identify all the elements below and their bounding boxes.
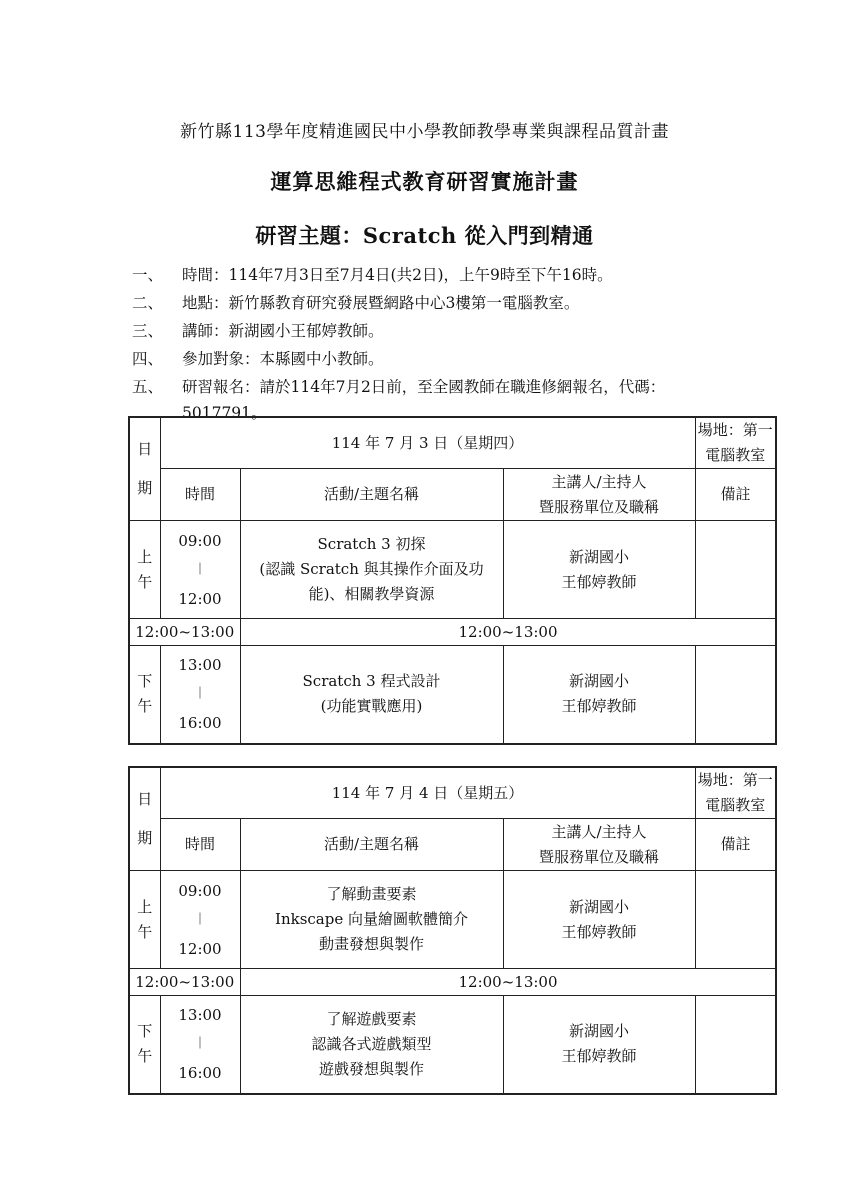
morning-speaker xyxy=(503,521,695,619)
speaker-line: 王郁婷教師 xyxy=(561,922,637,941)
remark-header: 備註 xyxy=(695,469,776,521)
remark-header: 備註 xyxy=(695,819,776,871)
morning-char: 上 xyxy=(137,897,153,916)
lunch-time: 12:00~13:00 xyxy=(129,969,240,996)
afternoon-speaker xyxy=(503,996,695,1094)
morning-label xyxy=(129,871,160,969)
morning-remark xyxy=(695,521,776,619)
activity-line: (認識 Scratch 與其操作介面及功 xyxy=(259,560,484,578)
afternoon-char: 下 xyxy=(137,1022,153,1041)
item-number: 一、 xyxy=(132,266,164,284)
speaker-line: 新湖國小 xyxy=(568,672,629,691)
activity-line: 了解遊戲要素 xyxy=(326,1009,417,1028)
time-separator: ︱ xyxy=(193,911,207,928)
time-separator: ︱ xyxy=(193,686,207,703)
time-header: 時間 xyxy=(160,469,240,521)
afternoon-char: 下 xyxy=(137,672,153,691)
morning-label xyxy=(129,521,160,619)
speaker-header-line: 暨服務單位及職稱 xyxy=(538,497,659,516)
speaker-line: 王郁婷教師 xyxy=(561,1047,637,1066)
date-column-label xyxy=(129,767,160,871)
speaker-line: 新湖國小 xyxy=(568,897,629,916)
speaker-line: 新湖國小 xyxy=(568,547,629,566)
venue: 場地：第一電腦教室 xyxy=(695,417,776,469)
speaker-line: 新湖國小 xyxy=(568,1022,629,1041)
morning-char: 上 xyxy=(137,547,153,566)
time-header: 時間 xyxy=(160,819,240,871)
item-number: 五、 xyxy=(132,378,164,396)
speaker-header-line: 暨服務單位及職稱 xyxy=(538,847,659,866)
lunch-break: 12:00~13:00 xyxy=(240,969,776,996)
activity-line: 認識各式遊戲類型 xyxy=(311,1034,432,1053)
morning-time xyxy=(160,521,240,619)
activity-line: 遊戲發想與製作 xyxy=(318,1059,424,1078)
program-title: 運算思維程式教育研習實施計畫 xyxy=(270,169,579,194)
afternoon-label xyxy=(129,996,160,1094)
morning-activity xyxy=(240,871,503,969)
activity-line: Scratch 3 初探 xyxy=(317,535,426,553)
info-list xyxy=(132,262,732,426)
activity-line: Inkscape 向量繪圖軟體簡介 xyxy=(275,910,468,928)
speaker-header-line: 主講人/主持人 xyxy=(551,822,647,841)
date-column-label xyxy=(129,417,160,521)
venue: 場地：第一電腦教室 xyxy=(695,767,776,819)
item-text: 研習報名：請於114年7月2日前，至全國教師在職進修網報名，代碼：5017791。 xyxy=(182,378,666,422)
morning-activity xyxy=(240,521,503,619)
afternoon-speaker xyxy=(503,646,695,744)
afternoon-remark xyxy=(695,996,776,1094)
lunch-break: 12:00~13:00 xyxy=(240,619,776,646)
start-time: 09:00 xyxy=(178,881,222,900)
morning-char: 午 xyxy=(137,572,153,591)
afternoon-char: 午 xyxy=(137,697,153,716)
end-time: 12:00 xyxy=(178,589,222,608)
afternoon-remark xyxy=(695,646,776,744)
day-date: 114 年 7 月 3 日（星期四） xyxy=(160,417,695,469)
time-separator: ︱ xyxy=(193,561,207,578)
item-number: 四、 xyxy=(132,350,164,368)
end-time: 12:00 xyxy=(178,939,222,958)
activity-line: 能)、相關教學資源 xyxy=(308,585,435,603)
afternoon-time xyxy=(160,646,240,744)
workshop-theme: 研習主題：Scratch 從入門到精通 xyxy=(255,223,594,248)
end-time: 16:00 xyxy=(178,1064,222,1083)
afternoon-char: 午 xyxy=(137,1047,153,1066)
date-label-char: 期 xyxy=(137,479,153,497)
item-text: 時間：114年7月3日至7月4日(共2日)，上午9時至下午16時。 xyxy=(182,266,613,284)
item-number: 二、 xyxy=(132,294,164,312)
afternoon-activity xyxy=(240,996,503,1094)
morning-char: 午 xyxy=(137,922,153,941)
start-time: 13:00 xyxy=(178,656,222,675)
speaker-line: 王郁婷教師 xyxy=(561,572,637,591)
date-label-char: 日 xyxy=(137,440,153,458)
schedule-table-day1 xyxy=(128,416,777,745)
day-date: 114 年 7 月 4 日（星期五） xyxy=(160,767,695,819)
activity-line: 動畫發想與製作 xyxy=(318,935,424,953)
speaker-header xyxy=(503,469,695,521)
start-time: 13:00 xyxy=(178,1006,222,1025)
schedule-table-day2 xyxy=(128,766,777,1095)
info-item-location xyxy=(132,290,732,318)
info-item-time xyxy=(132,262,732,290)
afternoon-activity xyxy=(240,646,503,744)
item-text: 參加對象：本縣國中小教師。 xyxy=(182,350,384,368)
date-label-char: 期 xyxy=(137,829,153,847)
time-separator: ︱ xyxy=(193,1036,207,1053)
lunch-time: 12:00~13:00 xyxy=(129,619,240,646)
date-label-char: 日 xyxy=(137,790,153,808)
info-item-audience xyxy=(132,346,732,374)
morning-remark xyxy=(695,871,776,969)
speaker-header xyxy=(503,819,695,871)
plan-title: 新竹縣113學年度精進國民中小學教師教學專業與課程品質計畫 xyxy=(180,122,669,142)
activity-line: (功能實戰應用) xyxy=(320,697,423,716)
afternoon-time xyxy=(160,996,240,1094)
item-text: 地點：新竹縣教育研究發展暨網路中心3樓第一電腦教室。 xyxy=(182,294,580,312)
activity-line: 了解動畫要素 xyxy=(326,885,417,903)
item-number: 三、 xyxy=(132,322,164,340)
start-time: 09:00 xyxy=(178,531,222,550)
item-text: 講師：新湖國小王郁婷教師。 xyxy=(182,322,384,340)
morning-time xyxy=(160,871,240,969)
info-item-lecturer xyxy=(132,318,732,346)
afternoon-label xyxy=(129,646,160,744)
activity-header: 活動/主題名稱 xyxy=(240,819,503,871)
activity-header: 活動/主題名稱 xyxy=(240,469,503,521)
morning-speaker xyxy=(503,871,695,969)
speaker-line: 王郁婷教師 xyxy=(561,697,637,716)
activity-line: Scratch 3 程式設計 xyxy=(302,672,441,691)
speaker-header-line: 主講人/主持人 xyxy=(551,472,647,491)
end-time: 16:00 xyxy=(178,714,222,733)
